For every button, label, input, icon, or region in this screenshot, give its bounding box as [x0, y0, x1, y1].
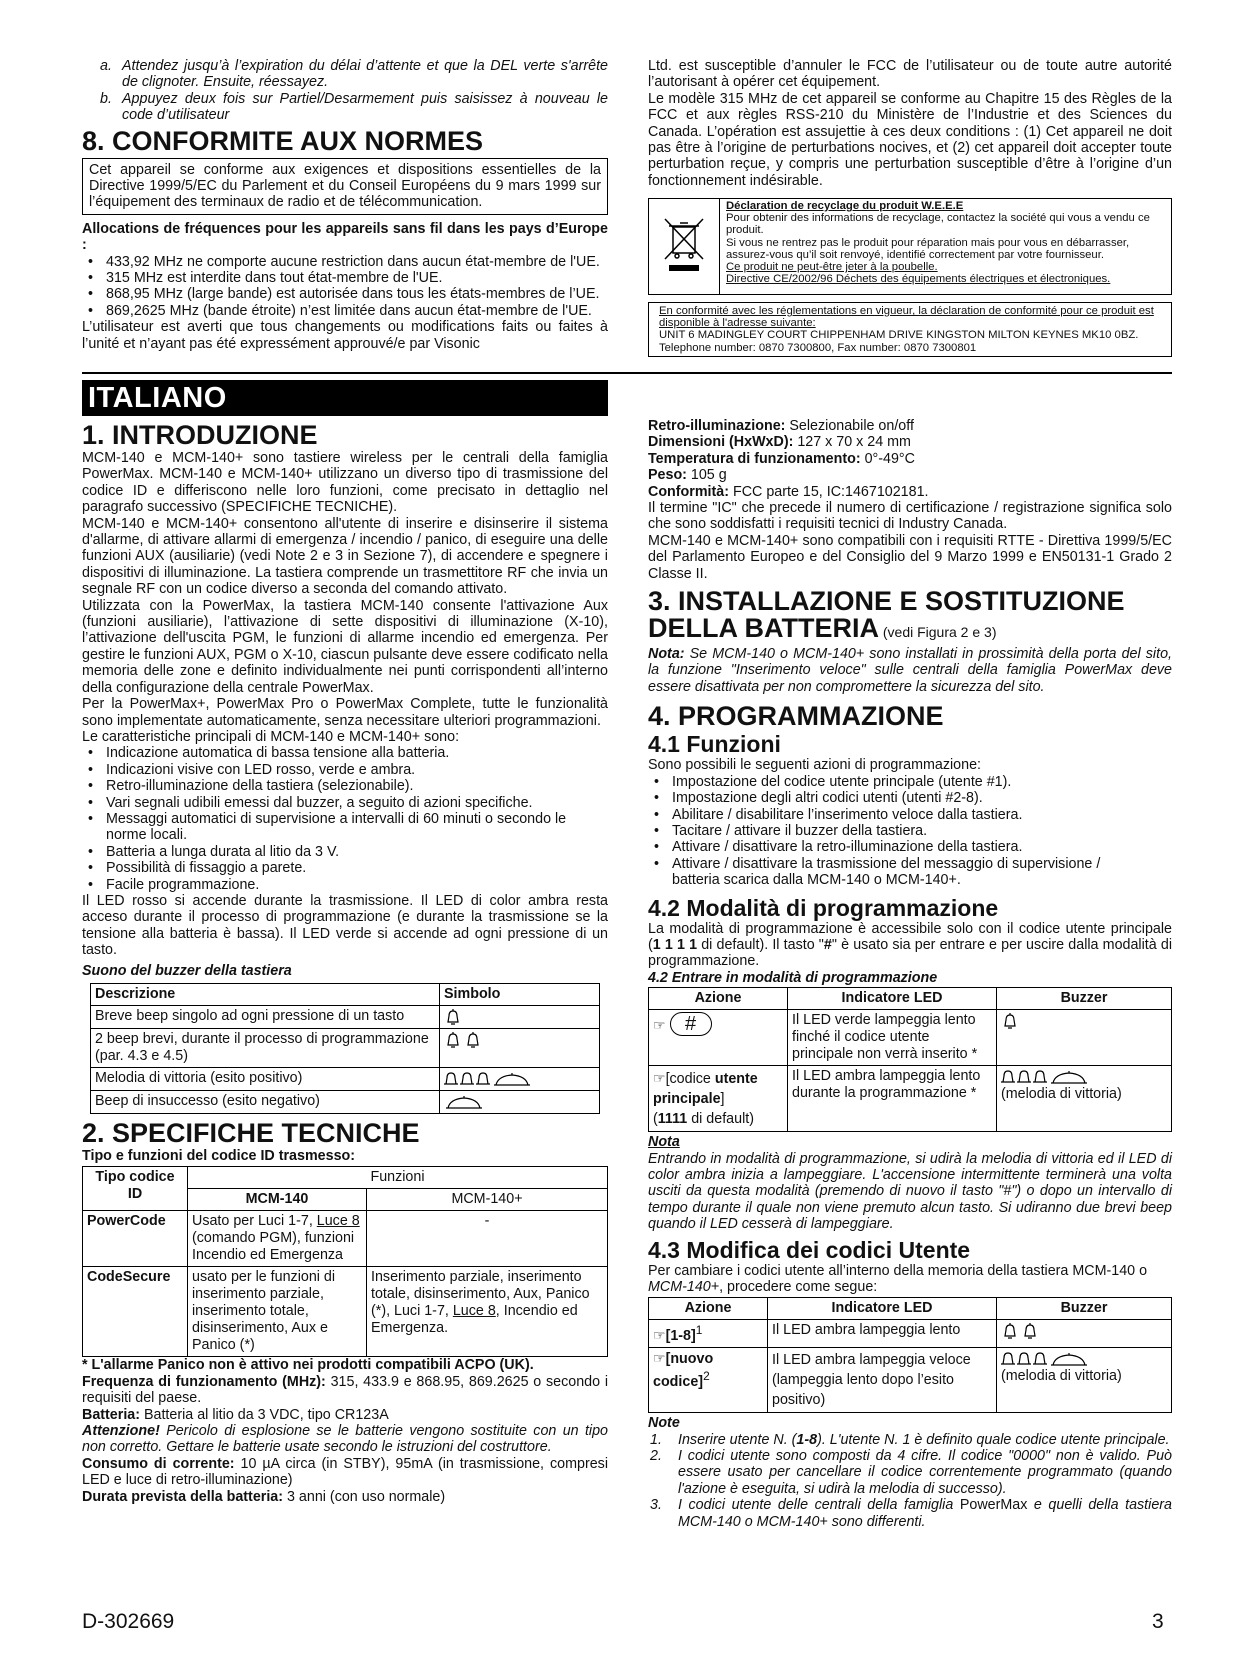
buzzer-desc: Melodia di vittoria (esito positivo): [91, 1068, 440, 1091]
weee-text: [720, 199, 1171, 294]
it-weight: Peso: 105 g: [648, 467, 727, 484]
it-prog-title: 4. PROGRAMMAZIONE: [648, 701, 944, 732]
it-spec-note: * L'allarme Panico non è attivo nei prodotti compatibili ACPO (UK).: [82, 1357, 534, 1374]
it-mod-title: 4.2 Modalità di programmazione: [648, 894, 999, 921]
buzzer-header-desc: Descrizione: [91, 984, 440, 1006]
it-codes-title: 4.3 Modifica dei codici Utente: [648, 1236, 971, 1263]
it-intro-p1: MCM-140 e MCM-140+ sono tastiere wireless per le centrali della famiglia PowerMax. MCM-140 e MCM-140+ utilizzano un diverso tipo di trasmissione del codice ID e differiscono nelle loro funzioni, come precisato in dettaglio nel paragrafo successivo (SPECIFICHE TECNICHE).: [82, 450, 608, 516]
it-dimensions: Dimensioni (HxWxD): 127 x 70 x 24 mm: [648, 434, 911, 451]
enter-action-cell: ☞[codice utente principale] (1111 di default): [649, 1066, 788, 1132]
spec-type: CodeSecure: [83, 1267, 188, 1357]
language-banner: ITALIANO: [82, 380, 608, 416]
list-item: • Possibilità di fissaggio a parete.: [106, 860, 608, 876]
buzzer-header-sym: Simbolo: [440, 984, 600, 1006]
weee-block: [648, 198, 1172, 357]
it-funz-title: 4.1 Funzioni: [648, 731, 781, 758]
fr-step-a: a. Attendez jusqu’à l’expiration du délai d’attente et que la DEL verte s'arrête de clignoter. Ensuite, réessayez.: [100, 58, 608, 91]
fr-directive-box: Cet appareil se conforme aux exigences et dispositions essentielles de la Directive 1999/5/EC du Parlement et du Conseil Européens du 9 mars 1999 sur l’équipement des terminaux de radio et de télécommunication.: [82, 158, 608, 215]
list-item: • Indicazioni visive con LED rosso, verde e ambra.: [106, 762, 608, 778]
it-nota-title: Nota: [648, 1134, 680, 1151]
codes-header-buzzer: Buzzer: [997, 1298, 1172, 1320]
table-row: [83, 1267, 608, 1357]
it-battery-life: Durata prevista della batteria: 3 anni (con uso normale): [82, 1488, 446, 1505]
page-number: 3: [1152, 1610, 1164, 1633]
codes-led-cell: Il LED ambra lampeggia lento: [768, 1320, 997, 1348]
enter-led-cell: Il LED verde lampeggia lento finché il codice utente principale non verrà inserito *: [788, 1010, 997, 1066]
list-item: • 869,2625 MHz (bande étroite) n’est limitée dans aucun état-membre de l'UE.: [106, 303, 608, 319]
buzzer-desc: Beep di insuccesso (esito negativo): [91, 1091, 440, 1114]
list-item: 1. Inserire utente N. (1-8). L'utente N. 1 è definito quale codice utente principale.: [650, 1431, 1170, 1448]
list-item: • Retro-illuminazione della tastiera (selezionabile).: [106, 778, 608, 794]
it-intro-title: 1. INTRODUZIONE: [82, 420, 318, 450]
enter-header-led: Indicatore LED: [788, 988, 997, 1010]
list-item: • 433,92 MHz ne comporte aucune restriction dans aucun état-membre de l'UE.: [106, 254, 608, 270]
it-enter-title: 4.2 Entrare in modalità di programmazione: [648, 969, 938, 986]
it-funz-intro: Sono possibili le seguenti azioni di programmazione:: [648, 757, 981, 774]
table-row: [649, 1348, 1172, 1413]
enter-header-action: Azione: [649, 988, 788, 1010]
it-rtte-paragraph: MCM-140 e MCM-140+ sono compatibili con i requisiti RTTE - Direttiva 1999/5/EC del Parlamento Europeo e del Consiglio del 9 Marzo 1999 e EN50131-1 Grado 2 Classe II.: [648, 532, 1172, 582]
fr-warning: L’utilisateur est averti que tous changements ou modifications faits ou faites à l’unité et n’ayant pas été expressément approuvé/e par Visonic: [82, 319, 608, 352]
weee-line: Pour obtenir des informations de recyclage, contactez la société qui vous a vendu ce produit.: [726, 212, 1150, 237]
it-intro-p3: Utilizzata con la PowerMax, la tastiera MCM-140 consente l'attivazione Aux (funzioni ausiliarie), l’attivazione di sette dispositivi di illuminazione (X-10), l’attivazione dell'uscita PGM, le funzioni di allarme incendio ed emergenza. Per gestire le funzioni AUX, PGM o X-10, ciascun pulsante deve essere codificato nella memoria delle zone e definito individualmente nei punti corrispondenti all’interno della configurazione della centrale PowerMax.: [82, 597, 608, 696]
enter-led-cell: Il LED ambra lampeggia lento durante la programmazione *: [788, 1066, 997, 1132]
list-item: • Abilitare / disabilitare l’inserimento veloce dalla tastiera.: [672, 807, 1172, 823]
pointing-hand-icon: ☞: [653, 1350, 666, 1367]
fr-step-b: b. Appuyez deux fois sur Partiel/Desarmement puis saisissez à nouveau le code d’utilisateur: [100, 90, 608, 124]
list-item: • Attivare / disattivare la retro-illuminazione della tastiera.: [672, 839, 1172, 855]
it-nota-paragraph: Entrando in modalità di programmazione, si udirà la melodia di vittoria ed il LED di color ambra inizia a lampeggiare. L'accensione intermittente terminerà una volta usciti da questa modalità (premendo di nuovo il tasto "#") o dopo un intervallo di tempo durante il quale non viene premuto alcun tasto. Si udiranno due brevi beep quando il LED cesserà di lampeggiare.: [648, 1150, 1172, 1233]
weee-no-trash: Ce produit ne peut-être jeter à la poubelle.: [726, 261, 938, 274]
fr-left-column: [82, 58, 608, 352]
fr-right-text-1: Ltd. est susceptible d’annuler le FCC de l’utilisateur ou de toute autre autorité l’autorisant à opérer cet équipement.: [648, 58, 1172, 91]
it-backlight: Retro-illuminazione: Selezionabile on/off: [648, 418, 914, 434]
spec-header-tipo: Tipo codice ID: [83, 1167, 188, 1211]
it-left-column: [82, 418, 608, 1505]
fr-alloc-title: Allocations de fréquences pour les appareils sans fil dans les pays d’Europe :: [82, 220, 608, 254]
codes-action-cell: ☞[nuovo codice]$^2$: [649, 1348, 768, 1413]
weee-line: Si vous ne rentrez pas le produit pour réparation mais pour vous en débarrasser, assurez-vous qu’il soit renvoyé, identifié correctement par votre fournisseur.: [726, 236, 1130, 261]
list-item: • Impostazione degli altri codici utenti (utenti #2-8).: [672, 790, 1172, 806]
spec-cell: Inserimento parziale, inserimento totale, disinserimento, Aux, Panico (*), Luci 1-7, Luce 8, Incendio ed Emergenza.: [367, 1267, 608, 1357]
codes-buzzer-cell: (melodia di vittoria): [997, 1348, 1172, 1413]
list-item: 3. I codici utente delle centrali della famiglia PowerMax e quelli della tastiera MCM-140 o MCM-140+ sono differenti.: [650, 1497, 1172, 1530]
codes-header-action: Azione: [649, 1298, 768, 1320]
it-funz-list: [648, 774, 1172, 889]
bell-icon: [440, 1006, 600, 1029]
spec-table: [82, 1166, 608, 1357]
it-spec-sub: Tipo e funzioni del codice ID trasmesso:: [82, 1148, 356, 1164]
table-row: [91, 1006, 600, 1029]
weee-directive: Directive CE/2002/96 Déchets des équipements électriques et électroniques.: [726, 273, 1111, 286]
hash-key: #: [670, 1012, 712, 1036]
fr-section-title: 8. CONFORMITE AUX NORMES: [82, 125, 484, 156]
it-freq: Frequenza di funzionamento (MHz): 315, 433.9 e 868.95, 869.2625 o secondo i requisiti del paese.: [82, 1373, 609, 1407]
it-temperature: Temperatura di funzionamento: 0°-49°C: [648, 450, 915, 467]
list-item: 2. I codici utente sono composti da 4 cifre. Il codice "0000" non è valido. Può essere usato per cancellare il codice correntemente programmato (quando l'azione è eseguita, si udirà la melodia di successo).: [650, 1447, 1172, 1497]
it-mod-paragraph: La modalità di programmazione è accessibile solo con il codice utente principale (1 1 1 1 di default). Il tasto "#" è usato sia per entrare e per uscire dalla modalità di programmazione.: [648, 920, 1172, 970]
list-item: • Impostazione del codice utente principale (utente #1).: [672, 774, 1172, 790]
codes-table: [648, 1297, 1172, 1413]
enter-prog-table: [648, 987, 1172, 1132]
bell-icon: [997, 1010, 1172, 1066]
melody-icon: [1001, 1069, 1101, 1085]
codes-header-led: Indicatore LED: [768, 1298, 997, 1320]
fr-right-column: [648, 58, 1172, 189]
list-item: • Messaggi automatici di supervisione a intervalli di 60 minuti o secondo le norme locali.: [106, 811, 608, 844]
pointing-hand-icon: ☞: [653, 1070, 666, 1087]
section-divider: [82, 372, 1172, 374]
melody-icon: [440, 1068, 600, 1091]
spec-cell: Usato per Luci 1-7, Luce 8 (comando PGM), funzioni Incendio ed Emergenza: [188, 1211, 367, 1267]
spec-header-mcm140plus: MCM-140+: [367, 1189, 608, 1211]
spec-type: PowerCode: [83, 1211, 188, 1267]
it-consumption: Consumo di corrente: 10 µA circa (in STBY), 95mA (in trasmissione, compresi LED e luce di retro-illuminazione): [82, 1455, 608, 1489]
list-item: • Tacitare / attivare il buzzer della tastiera.: [672, 823, 1172, 839]
table-row: [91, 1068, 600, 1091]
it-intro-p2: MCM-140 e MCM-140+ consentono all'utente di inserire e disinserire il sistema d'allarme, di attivare allarmi di emergenza / incendio / panico, di eseguire una delle funzioni AUX (ausiliarie) (vedi Note 2 e 3 in Sezione 7), di accendere e spegnere i dispositivi di illuminazione. La tastiera comprende un trasmettitore RF che invia un segnale RF con un codice diverso a seconda del comando attivato.: [82, 515, 608, 598]
document-number: D-302669: [82, 1610, 175, 1633]
it-notes-list: [648, 1432, 1172, 1530]
fr-right-text-2: Le modèle 315 MHz de cet appareil se conforme au Chapitre 15 des Règles de la FCC et aux règles RSS-210 du Ministère de l’Industrie et des Sciences du Canada. L’opération est assujettie à ces deux conditions : (1) Cet appareil ne doit pas être à l’origine de perturbations nocives, et (2) cet appareil doit accepter toute perturbation reçue, y compris une perturbation susceptible d’être à l’origine d’un fonctionnement indésirable.: [648, 90, 1172, 189]
it-intro-p5: Le caratteristiche principali di MCM-140 e MCM-140+ sono:: [82, 728, 460, 745]
fr-alloc-list: [82, 254, 608, 320]
list-item: • 315 MHz est interdite dans tout état-membre de l'UE.: [106, 270, 608, 286]
list-item: • 868,95 MHz (large bande) est autorisée dans tous les états-membres de l’UE.: [106, 286, 608, 302]
buzzer-desc: 2 beep brevi, durante il processo di programmazione (par. 4.3 e 4.5): [91, 1029, 440, 1068]
list-item: • Batteria a lunga durata al litio da 3 V.: [106, 844, 608, 860]
enter-buzzer-cell: (melodia di vittoria): [997, 1066, 1172, 1132]
it-ic-paragraph: Il termine "IC" che precede il numero di certificazione / registrazione significa solo che sono soddisfatti i requisiti tecnici di Industry Canada.: [648, 500, 1172, 533]
it-intro-p4: Per la PowerMax+, PowerMax Pro o PowerMax Complete, tutte le funzionalità sono implementate automaticamente, senza necessitare ulteriori programmazioni.: [82, 696, 608, 729]
spec-header-mcm140: MCM-140: [188, 1189, 367, 1211]
table-row: [649, 1010, 1172, 1066]
enter-action-cell: [649, 1010, 788, 1066]
list-item: • Vari segnali udibili emessi dal buzzer, a seguito di azioni specifiche.: [106, 795, 608, 811]
it-right-column: [648, 418, 1172, 1530]
it-install-title: 3. INSTALLAZIONE E SOSTITUZIONE DELLA BATTERIA (vedi Figura 2 e 3): [648, 586, 1125, 644]
it-install-note: Nota: Se MCM-140 o MCM-140+ sono installati in prossimità della porta del sito, la funzione "Inserimento veloce" sulle centrali della famiglia PowerMax deve essere disattivata per non compromettere la sicurezza del sito.: [648, 646, 1172, 695]
spec-header-funzioni: Funzioni: [188, 1167, 608, 1189]
fail-bell-icon: [440, 1091, 600, 1114]
table-row: [91, 1029, 600, 1068]
codes-action-cell: $☞[1-8]^1$: [649, 1320, 768, 1348]
list-item: • Facile programmazione.: [106, 877, 608, 893]
it-buzzer-title: Suono del buzzer della tastiera: [82, 962, 292, 979]
it-conformity: Conformità: FCC parte 15, IC:1467102181.: [648, 483, 929, 500]
it-codes-paragraph: Per cambiare i codici utente all’interno della memoria della tastiera MCM-140 o MCM-140+, procedere come segue:: [648, 1262, 1148, 1295]
table-row: [649, 1320, 1172, 1348]
enter-header-buzzer: Buzzer: [997, 988, 1172, 1010]
it-attention: Attenzione! Pericolo di esplosione se le batterie vengono sostituite con un tipo non corretto. Gettare le batterie usate secondo le istruzioni del costruttore.: [82, 1423, 608, 1456]
buzzer-desc: Breve beep singolo ad ogni pressione di un tasto: [91, 1006, 440, 1029]
buzzer-table: [90, 983, 600, 1114]
pointing-hand-icon: ☞: [653, 1017, 666, 1034]
double-bell-icon: [997, 1320, 1172, 1348]
pointing-hand-icon: ☞: [653, 1327, 666, 1344]
spec-cell: -: [367, 1211, 608, 1267]
conformity-box: [648, 302, 1172, 357]
fr-step-list: [82, 58, 608, 124]
melody-icon: [1001, 1351, 1101, 1367]
it-note-title: Note: [648, 1415, 680, 1432]
spec-cell: usato per le funzioni di inserimento parziale, inserimento totale, disinserimento, Aux e Panico (*): [188, 1267, 367, 1357]
it-spec-title: 2. SPECIFICHE TECNICHE: [82, 1118, 420, 1148]
weee-bin-icon: [649, 199, 720, 294]
weee-box: [648, 198, 1172, 295]
weee-title: Déclaration de recyclage du produit W.E.E.E: [726, 200, 964, 212]
it-battery: Batteria: Batteria al litio da 3 VDC, tipo CR123A: [82, 1406, 389, 1423]
table-row: [91, 1091, 600, 1114]
double-bell-icon: [440, 1029, 600, 1068]
list-item: • Indicazione automatica di bassa tensione alla batteria.: [106, 745, 608, 761]
table-row: [649, 1066, 1172, 1132]
conformity-text: En conformité avec les réglementations en vigueur, la déclaration de conformité pour ce produit est disponible à l'adresse suivante:: [659, 305, 1154, 330]
it-features-list: [82, 745, 608, 893]
table-row: [83, 1211, 608, 1267]
list-item: • Attivare / disattivare la trasmissione del messaggio di supervisione / batteria scarica dalla MCM-140 o MCM-140+.: [672, 856, 1172, 889]
conformity-address: UNIT 6 MADINGLEY COURT CHIPPENHAM DRIVE KINGSTON MILTON KEYNES MK10 0BZ. Telephone number: 0870 7300800, Fax number: 0870 7300801: [659, 329, 1139, 354]
codes-led-cell: Il LED ambra lampeggia veloce (lampeggia lento dopo l’esito positivo): [768, 1348, 997, 1413]
it-led-paragraph: Il LED rosso si accende durante la trasmissione. Il LED di color ambra resta acceso durante il processo di programmazione (e durante la trasmissione se la tensione alla batteria è bassa). Il LED verde si accende ad ogni pressione di un tasto.: [82, 892, 608, 959]
